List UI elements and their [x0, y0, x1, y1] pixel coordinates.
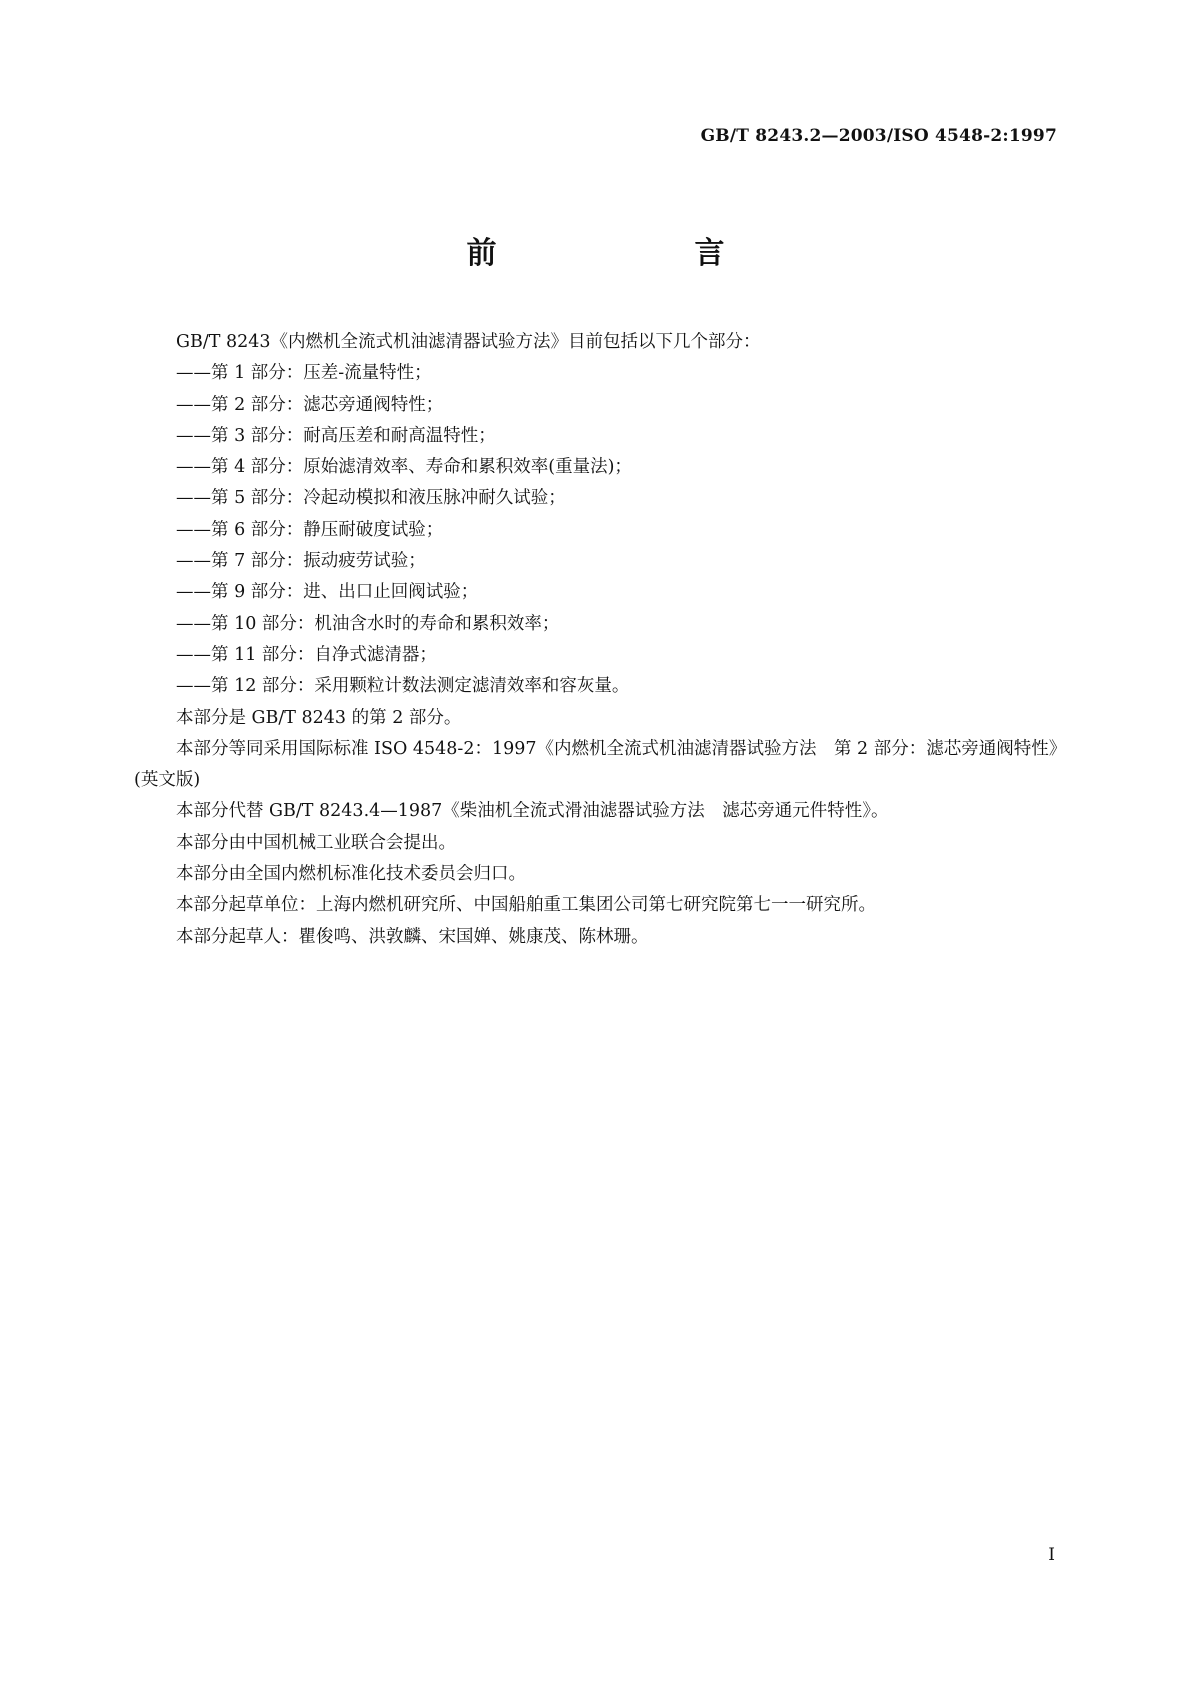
- paragraph-replaces: 本部分代替 GB/T 8243.4—1987《柴油机全流式滑油滤器试验方法 滤芯旁通元件特性》。: [176, 801, 889, 822]
- intro-paragraph: GB/T 8243《内燃机全流式机油滤清器试验方法》目前包括以下几个部分：: [176, 332, 761, 352]
- part-list-item: ——第 12 部分：采用颗粒计数法测定滤清效率和容灰量。: [176, 676, 630, 697]
- part-list-item: ——第 4 部分：原始滤清效率、寿命和累积效率(重量法)；: [176, 457, 632, 478]
- part-list-item: ——第 1 部分：压差-流量特性；: [176, 363, 432, 384]
- part-list-item: ——第 2 部分：滤芯旁通阀特性；: [176, 394, 444, 415]
- paragraph-proposed-by: 本部分由中国机械工业联合会提出。: [176, 832, 456, 853]
- paragraph-adoption: 本部分等同采用国际标准 ISO 4548-2：1997《内燃机全流式机油滤清器试验方法 第 2 部分：滤芯旁通阀特性》(英文版): [134, 738, 1058, 791]
- paragraph-drafters: 本部分起草人：瞿俊鸣、洪敦麟、宋国婵、姚康茂、陈林珊。: [176, 926, 649, 947]
- paragraph-drafting-units: 本部分起草单位：上海内燃机研究所、中国船舶重工集团公司第七研究院第七一一研究所。: [176, 895, 876, 916]
- paragraph-part-number: 本部分是 GB/T 8243 的第 2 部分。: [176, 707, 462, 728]
- paragraph-centralized-by: 本部分由全国内燃机标准化技术委员会归口。: [176, 864, 526, 885]
- standard-code: GB/T 8243.2—2003/ISO 4548-2:1997: [700, 126, 1057, 146]
- part-list-item: ——第 11 部分：自净式滤清器；: [176, 644, 437, 665]
- part-list-item: ——第 5 部分：冷起动模拟和液压脉冲耐久试验；: [176, 488, 566, 509]
- part-list-item: ——第 3 部分：耐高压差和耐高温特性；: [176, 425, 496, 446]
- part-list-item: ——第 10 部分：机油含水时的寿命和累积效率；: [176, 613, 560, 634]
- part-list-item: ——第 6 部分：静压耐破度试验；: [176, 519, 444, 540]
- part-list-item: ——第 7 部分：振动疲劳试验；: [176, 551, 426, 572]
- page-title: 前 言: [466, 236, 771, 271]
- part-list-item: ——第 9 部分：进、出口止回阀试验；: [176, 582, 479, 603]
- page-number: I: [1048, 1545, 1055, 1565]
- foreword-body: [134, 327, 1058, 953]
